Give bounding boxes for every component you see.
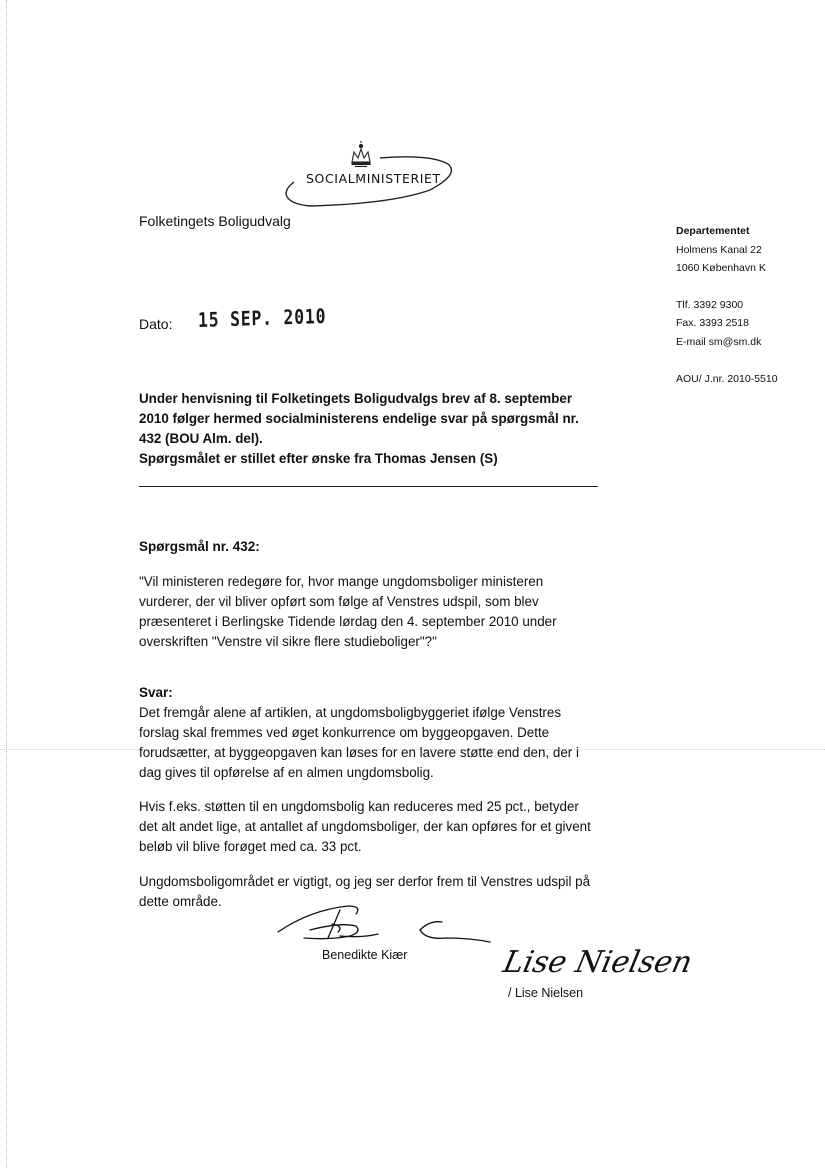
subject-line: 432 (BOU Alm. del). [139,431,263,446]
date-label: Dato: [139,316,173,332]
recipient: Folketingets Boligudvalg [139,213,291,229]
signature-lise-nielsen [500,938,696,984]
answer-line: dag gives til opførelse af en almen ungdomsbolig. [139,765,434,780]
fax-number: Fax. 3393 2518 [676,317,749,330]
department-name: Departementet [676,225,750,237]
answer-heading: Svar: [139,685,173,700]
answer-paragraph-2 [139,797,609,857]
signature-benedikte-kiaer [270,900,500,952]
crown-icon [352,141,370,167]
answer-line: Ungdomsboligområdet er vigtigt, og jeg ser derfor frem til Venstres udspil på [139,874,591,889]
subject-line: 2010 følger hermed socialministerens endelige svar på spørgsmål nr. [139,411,579,426]
address-city: 1060 København K [676,262,766,275]
scan-edge-line [6,0,8,1168]
question-text [139,572,609,652]
signer-name-2: / Lise Nielsen [508,986,584,1000]
journal-number: AOU/ J.nr. 2010-5510 [676,372,778,385]
question-line: overskriften "Venstre vil sikre flere studieboliger"?" [139,634,437,649]
answer-paragraph-1 [139,703,609,783]
answer-line: det alt andet lige, at antallet af ungdomsboliger, der kan opføres for et givent [139,819,591,834]
signer-name-1: Benedikte Kiær [322,948,408,962]
subject-block [139,389,609,469]
handwritten-signature-text: Lise Nielsen [500,945,696,980]
answer-line: Hvis f.eks. støtten til en ungdomsbolig kan reduceres med 25 pct., betyder [139,799,579,814]
email-address: E-mail sm@sm.dk [676,335,762,348]
question-line: "Vil ministeren redegøre for, hvor mange ungdomsboliger ministeren [139,574,544,589]
answer-line: Det fremgår alene af artiklen, at ungdomsboligbyggeriet ifølge Venstres [139,705,562,720]
subject-line: Under henvisning til Folketingets Boligudvalgs brev af 8. september [139,391,573,406]
answer-line: forslag skal fremmes ved øget konkurrence om byggeopgaven. Dette [139,725,550,740]
address-street: Holmens Kanal 22 [676,243,762,256]
question-line: vurderer, der vil bliver opført som følge af Venstres udspil, som blev [139,594,539,609]
phone-number: Tlf. 3392 9300 [676,298,744,311]
question-heading: Spørgsmål nr. 432: [139,539,260,554]
date-stamp: 15 SEP. 2010 [197,303,327,332]
sender-info [676,222,816,388]
divider [139,486,598,487]
answer-line: dette område. [139,894,222,909]
ministry-name: SOCIALMINISTERIET [306,171,441,186]
answer-line: beløb vil blive forøget med ca. 33 pct. [139,839,362,854]
answer-line: forudsætter, at byggeopgaven kan løses for en lavere støtte end den, der i [139,745,579,760]
question-line: præsenteret i Berlingske Tidende lørdag den 4. september 2010 under [139,614,557,629]
subject-line: Spørgsmålet er stillet efter ønske fra Thomas Jensen (S) [139,451,498,466]
